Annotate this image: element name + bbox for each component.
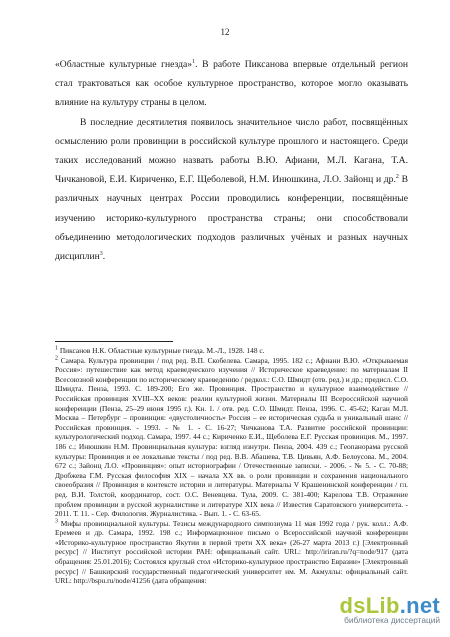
paragraph-1-start: «Областные культурные гнезда» — [55, 59, 193, 70]
footnote-number: 2 — [55, 355, 58, 362]
footnote-ref-2: 2 — [395, 174, 399, 181]
paragraph-2-part1: В последние десятилетия появилось значительное число работ, посвящённых осмыслению роли провинции в российской культуре прошлого и настоящего. Среди таких исследований можно назвать работы В.Ю. Афиани, М.Л. Кагана, Т.А. Чичкановой, Е.И. Кириченко, Е.Г. Щеболевой, Н.М. Инюшкина, Л.О. Зайонц и др. — [55, 116, 408, 186]
footnote-ref-3: 3 — [99, 250, 103, 257]
paragraph-1-end: . В работе Пиксанова впервые отдельный регион стал трактоваться как особое культурное пространство, которое могло оказывать влияние на культуру страны в целом. — [55, 59, 408, 109]
footnote-text: Пиксанов Н.К. Областные культурные гнезда. М.-Л., 1928. 148 с. — [58, 346, 265, 355]
watermark-tagline: библиотека диссертаций — [344, 615, 440, 625]
paragraph-1 — [55, 55, 408, 113]
logo-text-blue: .net — [399, 593, 440, 618]
footnote-1 — [55, 346, 408, 356]
paragraph-2 — [55, 113, 408, 267]
paragraph-2-part3: . — [102, 251, 106, 263]
footnote-3 — [55, 519, 408, 586]
footnote-separator — [55, 341, 173, 342]
main-text — [55, 55, 408, 266]
footnote-ref-1: 1 — [192, 58, 196, 65]
footnote-number: 3 — [55, 518, 58, 525]
logo-text-green: dsLib — [339, 593, 400, 618]
footnote-text: Мифы провинциальной культуры. Тезисы международного симпозиума 11 мая 1992 года / рук. колл.: А.Ф. Еремеев и др. Самара, 1992. 198 с.; Информационное письмо о Всероссийской научной конференции «Историко-культурное пространство Якутии в первой трети XX века» (26-27 марта 2013 г.) [Электронный ресурс] // Институт российской истории РАН: официальный сайт. URL: http://iriran.ru/?q=node/917 (дата обращения: 25.01.2016); Состоялся круглый стол «Историко-культурное пространство Евразии» [Электронный ресурс] // Башкирский государственный педагогический университет им. М. Акмуллы: официальный сайт. URL: http://bspu.ru/node/41256 (дата обращения: — [55, 518, 408, 586]
footnote-2 — [55, 356, 408, 519]
watermark[interactable] — [290, 593, 440, 629]
page-number: 12 — [220, 27, 230, 37]
footnote-number: 1 — [55, 345, 58, 352]
footnote-text: Самара. Культура провинции / под ред. В.П. Скобелева. Самара, 1995. 182 с.; Афиани В.Ю. «Открываемая Россия»: путешествие как метод краеведческого изучения // Историческое краеведение: по материалам II Всесоюзной конференции по историческому краеведению / редкол.: С.О. Шмидт (отв. ред.) и др.; предисл. С.О. Шмидта. Пенза, 1993. С. 189-200; Его же. Провинция. Пространство и культурное взаимодействие // Российская провинция XVIII–XX веков: реалии культурной жизни. Материалы III Всероссийской научной конференции (Пенза, 25–29 июня 1995 г.). Кн. 1. / отв. ред. С.О. Шмидт. Пенза, 1996. С. 45-62; Каган М.Л. Москва – Петербург – провинция: «двустоличность» Россия – ее историческая судьба и уникальный шанс // Российская провинция. - 1993. - № 1. - С. 16-27; Чичканова Т.А. Развитие российской провинции: культурологический подход. Самара, 1997. 44 с.; Кириченко Е.И., Щеболева Е.Г. Русская провинция. М., 1997. 186 с.; Инюшкин Н.М. Провинциальная культура: взгляд изнутри. Пенза, 2004. 439 с.; Геопанорама русской культуры: Провинция и ее локальные тексты / под ред. В.В. Абашева, Т.В. Цивьян, А.Ф. Белоусова. М., 2004. 672 с.; Зайонц Л.О. «Провинция»: опыт историографии / Отечественные записки. - 2006. - № 5. - С. 70-88; Дробжева Г.М. Русская философия XIX – начала XX вв. о роли провинции и сохранения национального своеобразия // Провинция в контексте истории и литературы. Материалы V Крашенинской конференции / гл. ред. В.И. Толстой, координатор, сост. О.С. Веневцева. Тула, 2009. С. 381-400; Карелова Т.В. Отражение проблем провинции в русской журналистике и литературе XIX века // Известия Саратовского университета. - 2011. Т. 11. - Сер. Филология. Журналистика. - Вып. 1. - С. 63-65. — [55, 355, 408, 519]
paragraph-2-part2: В различных научных центрах России проводились конференции, посвящённые изучению историко-культурного пространства страны; они способствовали объединению методологических подходов различных учёных и разных научных дисциплин — [55, 174, 408, 263]
footnotes — [55, 346, 408, 586]
